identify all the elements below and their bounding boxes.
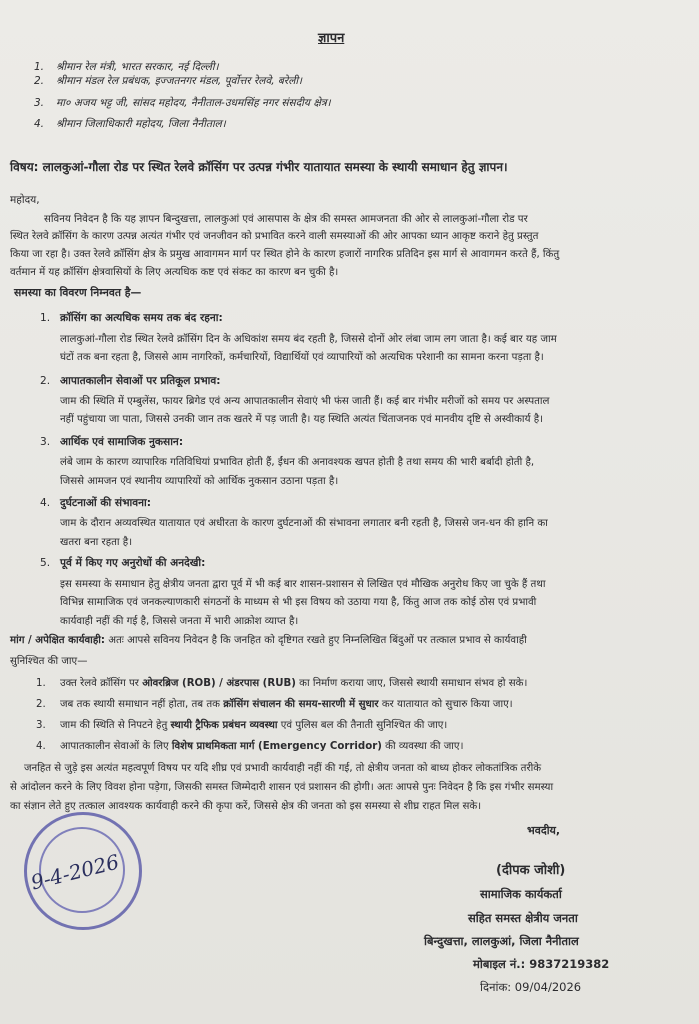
problem-line: जाम की स्थिति में एम्बुलेंस, फायर ब्रिगेड एवं अन्य आपातकालीन सेवाएं भी फंस जाती हैं। कई बार गंभीर मरीजों को समय पर अस्पताल <box>60 396 550 407</box>
intro-line: सविनय निवेदन है कि यह ज्ञापन बिन्दुखत्ता, लालकुआं एवं आसपास के क्षेत्र की समस्त आमजनता की ओर से लालकुआं-गौला रोड पर <box>44 214 528 225</box>
demand-item: 1. उक्त रेलवे क्रॉसिंग पर ओवरब्रिज (ROB) / अंडरपास (RUB) का निर्माण कराया जाए, जिससे स्थायी समाधान संभव हो सके। <box>36 678 528 689</box>
problem-heading: 1. क्रॉसिंग का अत्यधिक समय तक बंद रहना: <box>40 312 223 324</box>
recipient-item: 3. मा० अजय भट्ट जी, सांसद महोदय, नैनीताल-उधमसिंह नगर संसदीय क्षेत्र। <box>34 97 331 109</box>
recipient-item: 1. श्रीमान रेल मंत्री, भारत सरकार, नई दिल्ली। <box>34 61 219 73</box>
problem-heading: 4. दुर्घटनाओं की संभावना: <box>40 497 152 509</box>
demand-item: 2. जब तक स्थायी समाधान नहीं होता, तब तक क्रॉसिंग संचालन की समय-सारणी में सुधार कर यातायात को सुचारु किया जाए। <box>36 699 513 710</box>
recipient-item: 2. श्रीमान मंडल रेल प्रबंधक, इज्जतनगर मंडल, पूर्वोत्तर रेलवे, बरेली। <box>34 75 303 87</box>
closing-line: का संज्ञान लेते हुए तत्काल आवश्यक कार्यवाही करने की कृपा करें, जिससे क्षेत्र की जनता को इस समस्या से शीघ्र राहत मिल सके। <box>10 801 482 812</box>
problem-heading: 2. आपातकालीन सेवाओं पर प्रतिकूल प्रभाव: <box>40 375 221 387</box>
intro-line: स्थित रेलवे क्रॉसिंग के कारण उत्पन्न अत्यंत गंभीर एवं जनजीवन को प्रभावित करने वाली समस्याओं की ओर आपका ध्यान आकृष्ट कराने हेतु प्रस्तुत <box>10 231 539 242</box>
demand-intro-line: मांग / अपेक्षित कार्यवाही: अतः आपसे सविनय निवेदन है कि जनहित को दृष्टिगत रखते हुए निम्नलिखित बिंदुओं पर तत्काल प्रभाव से कार्यवाही <box>10 635 527 646</box>
stamp-handwritten-date: 9-4-2026 <box>28 849 122 895</box>
problem-heading: 3. आर्थिक एवं सामाजिक नुकसान: <box>40 436 184 448</box>
closing-line: जनहित से जुड़े इस अत्यंत महत्वपूर्ण विषय पर यदि शीघ्र एवं प्रभावी कार्यवाही नहीं की गई, तो क्षेत्रीय जनता को बाध्य होकर लोकतांत्रिक तरीके <box>24 763 542 774</box>
problem-heading: 5. पूर्व में किए गए अनुरोधों की अनदेखी: <box>40 557 206 569</box>
intro-line: किया जा रहा है। उक्त रेलवे क्रॉसिंग क्षेत्र के प्रमुख आवागमन मार्ग पर स्थित होने के कारण हजारों नागरिक प्रतिदिन इस मार्ग से आवागमन करते हैं, किंतु <box>10 249 560 260</box>
problem-line: नहीं पहुंचाया जा पाता, जिससे उनकी जान तक खतरे में पड़ जाती है। यह स्थिति अत्यंत चिंताजनक एवं मानवीय दृष्टि से अस्वीकार्य है। <box>60 414 543 425</box>
problem-line: खतरा बना रहता है। <box>60 537 133 548</box>
demand-intro-line: सुनिश्चित की जाए— <box>10 656 88 667</box>
problem-line: इस समस्या के समाधान हेतु क्षेत्रीय जनता द्वारा पूर्व में भी कई बार शासन-प्रशासन से लिखित एवं मौखिक अनुरोध किए जा चुके हैं तथा <box>60 579 546 590</box>
problems-heading: समस्या का विवरण निम्नवत है— <box>14 286 142 299</box>
document-date: दिनांक: 09/04/2026 <box>480 980 582 994</box>
signatory-mobile: मोबाइल नं.: 9837219382 <box>473 957 610 971</box>
signatory-role: सामाजिक कार्यकर्ता <box>480 887 562 901</box>
signatory-name: (दीपक जोशी) <box>496 863 566 878</box>
salutation: महोदय, <box>10 194 40 206</box>
problem-line: लंबे जाम के कारण व्यापारिक गतिविधियां प्रभावित होती हैं, ईंधन की अनावश्यक खपत होती है तथा समय की भारी बर्बादी होती है, <box>60 457 535 468</box>
problem-line: जाम के दौरान अव्यवस्थित यातायात एवं अधीरता के कारण दुर्घटनाओं की संभावना लगातार बनी रहती है, जिससे जन-धन की हानि का <box>60 518 548 529</box>
problem-line: घंटों तक बना रहता है, जिससे आम नागरिकों, कर्मचारियों, विद्यार्थियों एवं व्यापारियों को अत्यधिक परेशानी का सामना करना पड़ता है। <box>60 352 544 363</box>
problem-line: लालकुआं-गौला रोड स्थित रेलवे क्रॉसिंग दिन के अधिकांश समय बंद रहती है, जिससे दोनों ओर लंबा जाम लग जाता है। कई बार यह जाम <box>60 334 557 345</box>
problem-line: जिससे आमजन एवं स्थानीय व्यापारियों को आर्थिक नुकसान उठाना पड़ता है। <box>60 476 339 487</box>
closing-line: से आंदोलन करने के लिए विवश होना पड़ेगा, जिसकी समस्त जिम्मेदारी शासन एवं प्रशासन की होगी। अतः आपसे पुनः निवेदन है कि इस गंभीर समस्या <box>10 782 554 793</box>
demand-item: 3. जाम की स्थिति से निपटने हेतु स्थायी ट्रैफिक प्रबंधन व्यवस्था एवं पुलिस बल की तैनाती सुनिश्चित की जाए। <box>36 720 448 731</box>
signatory-with: सहित समस्त क्षेत्रीय जनता <box>468 911 578 925</box>
signatory-place: बिन्दुखत्ता, लालकुआं, जिला नैनीताल <box>424 934 579 948</box>
signoff: भवदीय, <box>527 824 561 837</box>
recipient-item: 4. श्रीमान जिलाधिकारी महोदय, जिला नैनीताल। <box>34 118 226 130</box>
document-title: ज्ञापन <box>318 31 345 46</box>
problem-line: विभिन्न सामाजिक एवं जनकल्याणकारी संगठनों के माध्यम से भी इस विषय को उठाया गया है, किंतु आज तक कोई ठोस एवं प्रभावी <box>60 597 537 608</box>
intro-line: वर्तमान में यह क्रॉसिंग क्षेत्रवासियों के लिए अत्यधिक कष्ट एवं संकट का कारण बन चुकी है। <box>10 267 339 278</box>
problem-line: कार्यवाही नहीं की गई है, जिससे जनता में भारी आक्रोश व्याप्त है। <box>60 616 299 627</box>
demand-item: 4. आपातकालीन सेवाओं के लिए विशेष प्राथमिकता मार्ग (Emergency Corridor) की व्यवस्था की जाए। <box>36 741 464 752</box>
subject-line: विषय: लालकुआं-गौला रोड पर स्थित रेलवे क्रॉसिंग पर उत्पन्न गंभीर यातायात समस्या के स्थायी समाधान हेतु ज्ञापन। <box>10 160 508 174</box>
